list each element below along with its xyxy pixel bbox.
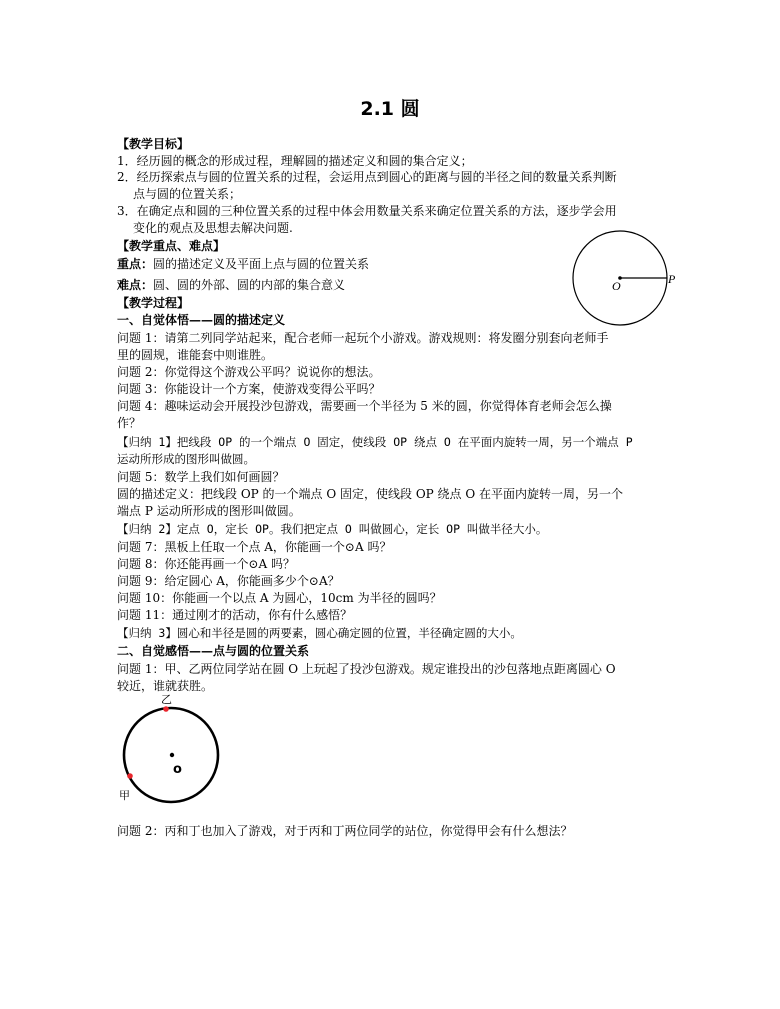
question-10: 问题 10：你能画一个以点 A 为圆心，10cm 为半径的圆吗？ (117, 591, 442, 605)
section-heading-2: 二、自觉感悟——点与圆的位置关系 (117, 644, 310, 658)
question-5: 问题 5：数学上我们如何画圆？ (117, 470, 285, 484)
summary-3: 【归纳 3】圆心和半径是圆的两要素，圆心确定圆的位置，半径确定圆的大小。 (117, 626, 522, 640)
center-label: o (173, 762, 182, 777)
player-jia-label: 甲 (119, 789, 130, 802)
page-title: 2.1 圆 (360, 98, 420, 120)
diff-label: 难点： (117, 278, 154, 292)
position-question-2: 问题 2：丙和丁也加入了游戏，对于丙和丁两位同学的站位，你觉得甲会有什么想法？ (117, 824, 573, 838)
player-yi-label: 乙 (161, 693, 172, 706)
goal-heading: 【教学目标】 (117, 137, 190, 151)
key-text: 圆的描述定义及平面上点与圆的位置关系 (153, 257, 370, 271)
players-circle-figure (110, 692, 230, 807)
player-jia-marker (127, 773, 133, 779)
question-4-cont: 作？ (117, 416, 142, 430)
difficult-point (117, 277, 345, 293)
position-question-1: 问题 1：甲、乙两位同学站在圆 O 上玩起了投沙包游戏。规定谁投出的沙包落地点距离圆心 O (117, 662, 616, 676)
question-9: 问题 9：给定圆心 A，你能画多少个⊙A？ (117, 574, 340, 588)
question-4: 问题 4：趣味运动会开展投沙包游戏，需要画一个半径为 5 米的圆，你觉得体育老师会怎么操 (117, 399, 612, 413)
circle-op-figure (560, 228, 690, 338)
question-11: 问题 11：通过刚才的活动，你有什么感悟？ (117, 608, 353, 622)
center-dot (170, 753, 174, 757)
summary-2: 【归纳 2】定点 O，定长 OP。我们把定点 O 叫做圆心，定长 OP 叫做半径大小。 (117, 522, 548, 536)
goal-item: 2．经历探索点与圆的位置关系的过程，会运用点到圆心的距离与圆的半径之间的数量关系判断 (117, 170, 617, 184)
key-label: 重点： (117, 257, 154, 271)
position-question-1-cont: 较近，谁就获胜。 (117, 679, 214, 693)
question-1: 问题 1：请第二列同学站起来，配合老师一起玩个小游戏。游戏规则：将发圈分别套向老师手 (117, 331, 609, 345)
goal-item: 变化的观点及思想去解决问题. (133, 221, 293, 235)
center-label: O (612, 279, 621, 293)
point-label: P (668, 272, 676, 286)
key-point (117, 256, 369, 272)
question-8: 问题 8：你还能再画一个⊙A 吗？ (117, 557, 295, 571)
section-heading-1: 一、自觉体悟——圆的描述定义 (117, 313, 286, 327)
summary-1: 【归纳 1】把线段 OP 的一个端点 O 固定，使线段 OP 绕点 O 在平面内旋转一周，另一个端点 P (117, 435, 633, 449)
definition-cont: 端点 P 运动所形成的图形叫做圆。 (117, 504, 301, 518)
process-heading: 【教学过程】 (117, 296, 190, 310)
question-7: 问题 7：黑板上任取一个点 A，你能画一个⊙A 吗？ (117, 540, 392, 554)
key-heading: 【教学重点、难点】 (117, 239, 226, 253)
diff-text: 圆、圆的外部、圆的内部的集合意义 (153, 278, 346, 292)
question-1-cont: 里的圆规，谁能套中则谁胜。 (117, 348, 274, 362)
goal-item: 点与圆的位置关系； (133, 187, 242, 201)
player-yi-marker (163, 706, 169, 712)
goal-item: 3．在确定点和圆的三种位置关系的过程中体会用数量关系来确定位置关系的方法，逐步学会用 (117, 204, 617, 218)
summary-1-cont: 运动所形成的图形叫做圆。 (117, 452, 255, 466)
question-3: 问题 3：你能设计一个方案，使游戏变得公平吗？ (117, 382, 381, 396)
goal-item: 1．经历圆的概念的形成过程，理解圆的描述定义和圆的集合定义； (117, 154, 473, 168)
definition: 圆的描述定义：把线段 OP 的一个端点 O 固定，使线段 OP 绕点 O 在平面内旋转一周，另一个 (117, 487, 624, 501)
question-2: 问题 2：你觉得这个游戏公平吗？说说你的想法。 (117, 365, 381, 379)
